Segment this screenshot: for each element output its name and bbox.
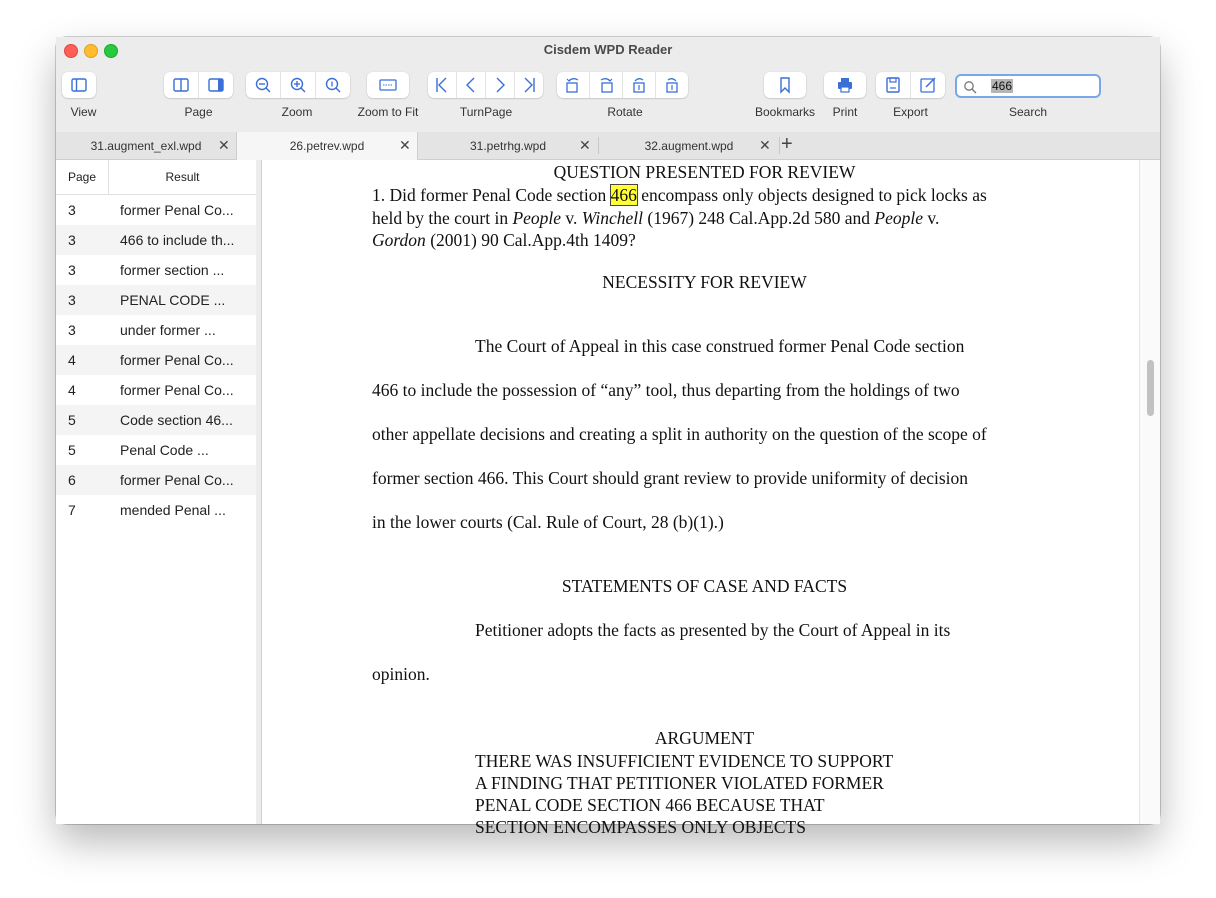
previous-page-button[interactable] (456, 72, 485, 98)
paragraph-line: Petitioner adopts the facts as presented by the Court of Appeal in its (475, 620, 951, 640)
window-title: Cisdem WPD Reader (543, 42, 673, 57)
result-row[interactable] (56, 225, 256, 255)
argument-line: PENAL CODE SECTION 466 BECAUSE THAT (475, 795, 825, 815)
result-row[interactable] (56, 255, 256, 285)
app-window (56, 37, 1160, 837)
tab-31-petrhg[interactable] (418, 132, 598, 159)
close-tab-icon[interactable]: ✕ (399, 137, 411, 153)
edit-icon (918, 75, 938, 95)
result-page: 5 (68, 412, 76, 428)
zoom-in-icon (288, 75, 308, 95)
document-scrollbar[interactable] (1139, 160, 1160, 824)
result-page: 3 (68, 322, 76, 338)
result-page: 3 (68, 262, 76, 278)
argument-line: SECTION ENCOMPASSES ONLY OBJECTS (475, 817, 806, 837)
results-list (56, 195, 256, 525)
zoom-to-fit-icon (378, 75, 398, 95)
column-header-page[interactable]: Page (56, 160, 109, 194)
rotate-group (557, 72, 688, 98)
edit-export-button[interactable] (910, 72, 945, 98)
result-text: former Penal Co... (120, 352, 234, 368)
add-tab-icon[interactable]: + (781, 133, 793, 155)
result-text: former section ... (120, 262, 225, 278)
result-text: Code section 46... (120, 412, 233, 428)
result-row[interactable] (56, 375, 256, 405)
paragraph-line: in the lower courts (Cal. Rule of Court, 28 (b)(1).) (372, 512, 724, 532)
search-results-panel (56, 160, 257, 824)
turnpage-group (428, 72, 543, 98)
chevron-left-icon (461, 75, 481, 95)
result-row[interactable] (56, 495, 256, 525)
zoom-out-icon (253, 75, 273, 95)
rotate-label: Rotate (607, 105, 643, 119)
close-tab-icon[interactable]: ✕ (759, 137, 771, 153)
page-group (164, 72, 233, 98)
heading-question-presented: QUESTION PRESENTED FOR REVIEW (553, 162, 856, 182)
tab-separator (779, 137, 780, 154)
heading-argument: ARGUMENT (654, 728, 755, 748)
result-text: PENAL CODE ... (120, 292, 226, 308)
right-panel-button[interactable] (198, 72, 233, 98)
single-page-button[interactable] (164, 72, 198, 98)
paragraph-line: 466 to include the possession of “any” tool, thus departing from the holdings of two (372, 380, 960, 400)
paragraph-line: other appellate decisions and creating a split in authority on the question of the scope of (372, 424, 987, 444)
result-text: mended Penal ... (120, 502, 226, 518)
paragraph-line: The Court of Appeal in this case construed former Penal Code section (475, 336, 965, 356)
result-row[interactable] (56, 405, 256, 435)
single-page-icon (171, 75, 191, 95)
view-label: View (70, 105, 97, 119)
tab-32-augment[interactable] (599, 132, 779, 159)
search-highlight: 466 (610, 185, 637, 205)
first-page-icon (432, 75, 452, 95)
floppy-disk-icon (883, 75, 903, 95)
question-line-3: Gordon (2001) 90 Cal.App.4th 1409? (372, 230, 636, 250)
actual-size-button[interactable] (315, 72, 350, 98)
tab-label: 31.petrhg.wpd (469, 139, 547, 153)
zoom-label: Zoom (281, 105, 313, 119)
tab-label: 26.petrev.wpd (289, 139, 365, 153)
bookmark-icon (775, 75, 795, 95)
document-view (262, 160, 1160, 837)
zoom-out-button[interactable] (246, 72, 280, 98)
result-text: 466 to include th... (120, 232, 235, 248)
rotate-right-icon (596, 75, 616, 95)
result-text: Penal Code ... (120, 442, 209, 458)
search-field[interactable] (955, 74, 1101, 98)
question-line-1: 1. Did former Penal Code section 466 encompass only objects designed to pick locks as (372, 185, 987, 205)
rotate-page-right-icon (662, 75, 682, 95)
chevron-right-icon (490, 75, 510, 95)
zoom-to-fit-label: Zoom to Fit (357, 105, 419, 119)
heading-necessity: NECESSITY FOR REVIEW (602, 272, 807, 292)
sidebar-icon (69, 75, 89, 95)
result-row[interactable] (56, 285, 256, 315)
zoom-to-fit-group (367, 72, 409, 98)
result-page: 4 (68, 352, 76, 368)
print-label: Print (832, 105, 858, 119)
search-input[interactable]: 466 (992, 79, 1013, 93)
tab-label: 32.augment.wpd (644, 139, 734, 153)
view-button[interactable] (62, 72, 96, 98)
rotate-right-button[interactable] (589, 72, 622, 98)
results-header (56, 160, 256, 195)
argument-line: A FINDING THAT PETITIONER VIOLATED FORMER (475, 773, 884, 793)
result-row[interactable] (56, 315, 256, 345)
result-page: 3 (68, 232, 76, 248)
first-page-button[interactable] (428, 72, 456, 98)
result-text: former Penal Co... (120, 472, 234, 488)
result-text: former Penal Co... (120, 202, 234, 218)
view-group (62, 72, 96, 98)
bookmarks-button[interactable] (764, 72, 806, 98)
result-page: 3 (68, 292, 76, 308)
rotate-page-right-button[interactable] (655, 72, 688, 98)
rotate-page-left-button[interactable] (622, 72, 655, 98)
search-icon (963, 80, 977, 94)
export-group (876, 72, 945, 98)
title-bar (56, 37, 1160, 170)
result-row[interactable] (56, 465, 256, 495)
close-tab-icon[interactable]: ✕ (579, 137, 591, 153)
result-page: 6 (68, 472, 76, 488)
result-page: 7 (68, 502, 76, 518)
bookmarks-group (764, 72, 806, 98)
next-page-button[interactable] (485, 72, 514, 98)
result-page: 4 (68, 382, 76, 398)
rotate-left-button[interactable] (557, 72, 589, 98)
bookmarks-label: Bookmarks (754, 105, 816, 119)
zoom-group (246, 72, 350, 98)
turnpage-label: TurnPage (459, 105, 513, 119)
search-label: Search (1008, 105, 1048, 119)
page-label: Page (184, 105, 213, 119)
result-row[interactable] (56, 195, 256, 225)
scroll-thumb[interactable] (1147, 360, 1154, 416)
result-page: 5 (68, 442, 76, 458)
actual-size-icon (323, 75, 343, 95)
result-text: under former ... (120, 322, 216, 338)
tab-bar (56, 132, 1160, 160)
export-label: Export (893, 105, 928, 119)
result-row[interactable] (56, 345, 256, 375)
rotate-page-left-icon (629, 75, 649, 95)
argument-line: THERE WAS INSUFFICIENT EVIDENCE TO SUPPORT (475, 751, 894, 771)
tab-label: 31.augment_exl.wpd (90, 139, 202, 153)
zoom-in-button[interactable] (280, 72, 315, 98)
column-header-result[interactable]: Result (165, 170, 200, 184)
result-row[interactable] (56, 435, 256, 465)
zoom-to-fit-button[interactable] (367, 72, 409, 98)
paragraph-line: opinion. (372, 664, 430, 684)
print-button[interactable] (824, 72, 866, 98)
result-text: former Penal Co... (120, 382, 234, 398)
rotate-left-icon (563, 75, 583, 95)
heading-statements: STATEMENTS OF CASE AND FACTS (561, 576, 848, 596)
result-page: 3 (68, 202, 76, 218)
tab-26-petrev[interactable] (236, 132, 418, 160)
question-line-2: held by the court in People v. Winchell (1967) 248 Cal.App.2d 580 and People v. (372, 208, 940, 228)
tab-31-augment-exl[interactable] (56, 132, 236, 159)
last-page-icon (519, 75, 539, 95)
close-tab-icon[interactable]: ✕ (218, 137, 230, 153)
last-page-button[interactable] (514, 72, 543, 98)
paragraph-line: former section 466. This Court should grant review to provide uniformity of decision (372, 468, 969, 488)
printer-icon (835, 75, 855, 95)
right-panel-icon (206, 75, 226, 95)
save-button[interactable] (876, 72, 910, 98)
print-group (824, 72, 866, 98)
